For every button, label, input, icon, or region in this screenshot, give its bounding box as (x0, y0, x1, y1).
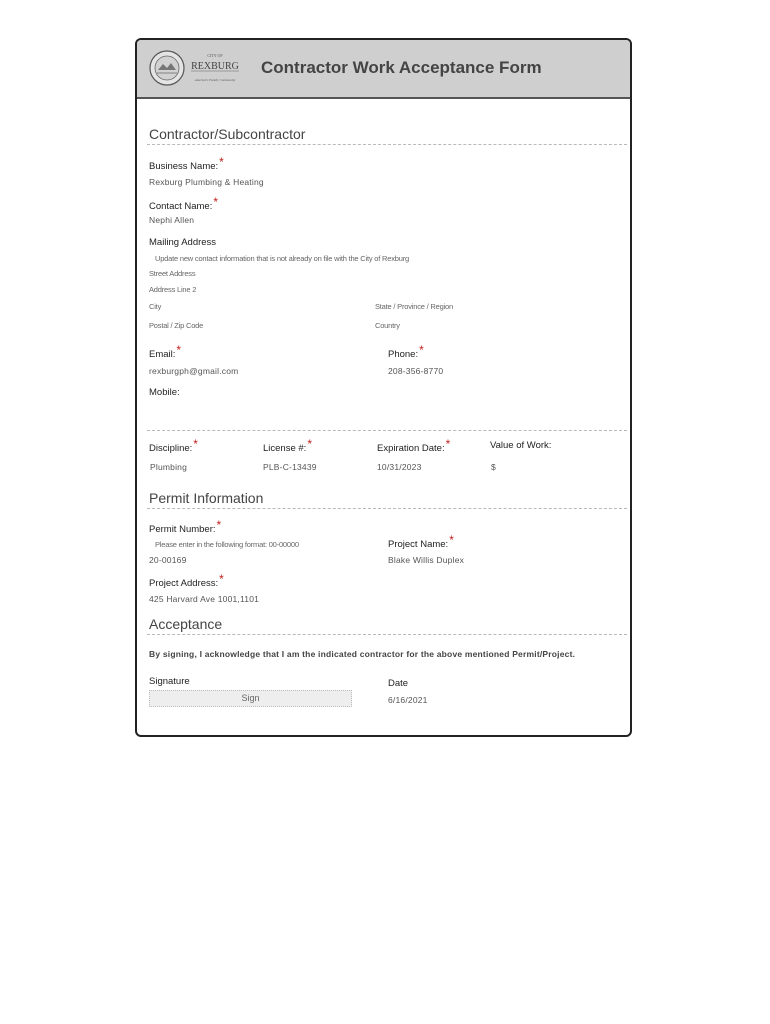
address-line2-field[interactable]: Address Line 2 (149, 285, 197, 294)
discipline-value[interactable]: Plumbing (150, 462, 188, 472)
value-of-work-label: Value of Work: (490, 440, 552, 451)
email-value[interactable]: rexburgph@gmail.com (149, 366, 239, 376)
license-value[interactable]: PLB-C-13439 (263, 462, 317, 472)
required-star: * (219, 155, 224, 169)
permit-number-hint: Please enter in the following format: 00-00000 (155, 540, 299, 549)
date-value[interactable]: 6/16/2021 (388, 695, 428, 705)
form-frame (135, 38, 632, 737)
phone-label: Phone:* (388, 343, 424, 360)
permit-number-value[interactable]: 20-00169 (149, 555, 187, 565)
permit-number-label: Permit Number:* (149, 518, 222, 535)
phone-value[interactable]: 208-356-8770 (388, 366, 444, 376)
section-divider (147, 634, 627, 635)
required-star: * (419, 343, 424, 357)
postal-code-field[interactable]: Postal / Zip Code (149, 321, 204, 330)
form-header (137, 40, 630, 99)
required-star: * (219, 572, 224, 586)
section-title-acceptance: Acceptance (149, 616, 223, 632)
business-name-value[interactable]: Rexburg Plumbing & Heating (149, 177, 264, 187)
required-star: * (213, 195, 219, 209)
street-address-field[interactable]: Street Address (149, 269, 196, 278)
acceptance-statement: By signing, I acknowledge that I am the indicated contractor for the above mentioned Permit/Project. (149, 649, 576, 659)
mailing-address-note: Update new contact information that is not already on file with the City of Rexburg (155, 254, 409, 263)
contact-name-value[interactable]: Nephi Allen (149, 215, 195, 225)
logo-small-text: CITY OF (207, 53, 223, 58)
sign-button[interactable]: Sign (149, 690, 352, 707)
required-star: * (193, 437, 198, 451)
state-field[interactable]: State / Province / Region (375, 302, 453, 311)
value-of-work-value[interactable]: $ (491, 462, 496, 472)
expiration-date-label: Expiration Date:* (377, 437, 451, 454)
project-address-value[interactable]: 425 Harvard Ave 1001,1101 (149, 594, 260, 604)
project-name-value[interactable]: Blake Willis Duplex (388, 555, 465, 565)
date-label: Date (388, 678, 409, 689)
signature-label: Signature (149, 676, 190, 687)
country-field[interactable]: Country (375, 321, 400, 330)
business-name-label: Business Name:* (149, 155, 224, 172)
mailing-address-label: Mailing Address (149, 237, 217, 248)
required-star: * (176, 343, 182, 357)
logo-tagline: America's Family Community (194, 78, 236, 82)
required-star: * (216, 518, 222, 532)
required-star: * (307, 437, 312, 451)
logo-name: REXBURG (191, 61, 239, 72)
required-star: * (449, 533, 454, 547)
section-title-contractor: Contractor/Subcontractor (149, 126, 306, 142)
required-star: * (445, 437, 451, 451)
email-label: Email:* (149, 343, 182, 360)
form-title: Contractor Work Acceptance Form (261, 58, 542, 77)
section-title-permit: Permit Information (149, 490, 264, 506)
discipline-label: Discipline:* (149, 437, 198, 454)
license-label: License #:* (263, 437, 312, 454)
project-name-label: Project Name:* (388, 533, 454, 550)
city-field[interactable]: City (149, 302, 162, 311)
expiration-date-value[interactable]: 10/31/2023 (377, 462, 422, 472)
contact-name-label: Contact Name:* (149, 195, 219, 212)
section-divider (147, 508, 627, 509)
section-divider (147, 430, 627, 431)
section-divider (147, 144, 627, 145)
city-logo (149, 48, 245, 88)
mobile-label: Mobile: (149, 387, 180, 398)
project-address-label: Project Address:* (149, 572, 224, 589)
